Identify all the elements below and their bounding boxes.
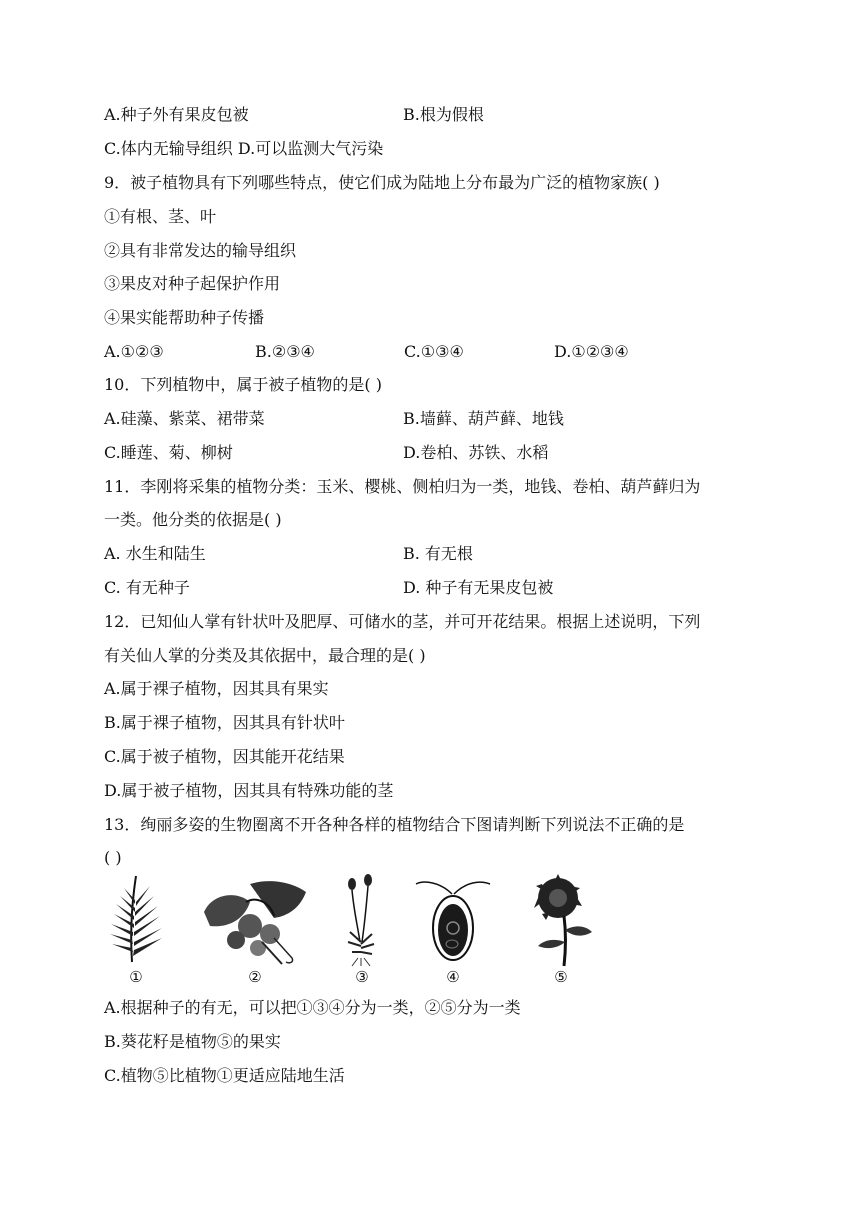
q11-option-a: A. 水生和陆生 [104,544,206,563]
q9-item-4: ④果实能帮助种子传播 [104,308,265,327]
q12-option-c: C.属于被子植物，因其能开花结果 [104,747,345,766]
q9-option-b: B.②③④ [255,342,315,361]
q11-option-b: B. 有无根 [403,544,473,563]
q13-option-b: B.葵花籽是植物⑤的果实 [104,1032,281,1051]
plant-figures [100,872,620,992]
q10-option-c: C.睡莲、菊、柳树 [104,443,233,462]
q10-option-d: D.卷柏、苏铁、水稻 [403,443,549,462]
q11-option-c: C. 有无种子 [104,578,190,597]
q10-option-b: B.墙藓、葫芦藓、地钱 [403,409,564,428]
q8-option-a: A.种子外有果皮包被 [104,105,249,124]
q9-item-2: ②具有非常发达的输导组织 [104,241,297,260]
sunflower-icon [524,872,598,968]
figure-label-1: ① [129,968,143,986]
q11-option-d: D. 种子有无果皮包被 [403,578,554,597]
q9-stem: 9．被子植物具有下列哪些特点，使它们成为陆地上分布最为广泛的植物家族( ) [104,173,660,192]
q13-option-a: A.根据种子的有无，可以把①③④分为一类，②⑤分为一类 [104,998,521,1017]
figure-label-3: ③ [355,968,369,986]
q12-option-a: A.属于裸子植物，因其具有果实 [104,679,329,698]
q9-option-d: D.①②③④ [554,342,629,361]
q11-stem-line-1: 11．李刚将采集的植物分类：玉米、樱桃、侧柏归为一类，地钱、卷柏、葫芦藓归为 [104,477,701,496]
moss-figure [342,872,382,986]
q12-stem-line-2: 有关仙人掌的分类及其依据中，最合理的是( ) [104,646,426,665]
q13-option-c: C.植物⑤比植物①更适应陆地生活 [104,1066,345,1085]
q13-stem-line-2: ( ) [104,848,122,867]
fern-icon [102,872,168,964]
q8-option-c-d: C.体内无输导组织 D.可以监测大气污染 [104,139,384,158]
q11-stem-line-2: 一类。他分类的依据是( ) [104,510,282,529]
q9-option-c: C.①③④ [404,342,464,361]
q9-option-a: A.①②③ [104,342,164,361]
q12-option-b: B.属于裸子植物，因其具有针状叶 [104,713,345,732]
q12-stem-line-1: 12．已知仙人掌有针状叶及肥厚、可储水的茎，并可开花结果。根据上述说明，下列 [104,612,701,631]
alga-icon [410,872,496,968]
ginkgo-icon [200,872,310,968]
figure-label-5: ⑤ [554,968,568,986]
figure-label-2: ② [248,968,262,986]
q12-option-d: D.属于被子植物，因其具有特殊功能的茎 [104,781,394,800]
q9-item-1: ①有根、茎、叶 [104,207,217,226]
fern-figure [102,872,168,986]
moss-icon [342,872,382,968]
q8-option-b: B.根为假根 [403,105,484,124]
q13-stem-line-1: 13．绚丽多姿的生物圈离不开各种各样的植物结合下图请判断下列说法不正确的是 [104,815,685,834]
ginkgo-figure [200,872,310,986]
q9-item-3: ③果皮对种子起保护作用 [104,274,281,293]
q10-option-a: A.硅藻、紫菜、裙带菜 [104,409,265,428]
sunflower-figure [524,872,598,986]
alga-figure [410,872,496,986]
q10-stem: 10．下列植物中，属于被子植物的是( ) [104,375,382,394]
figure-label-4: ④ [446,968,460,986]
